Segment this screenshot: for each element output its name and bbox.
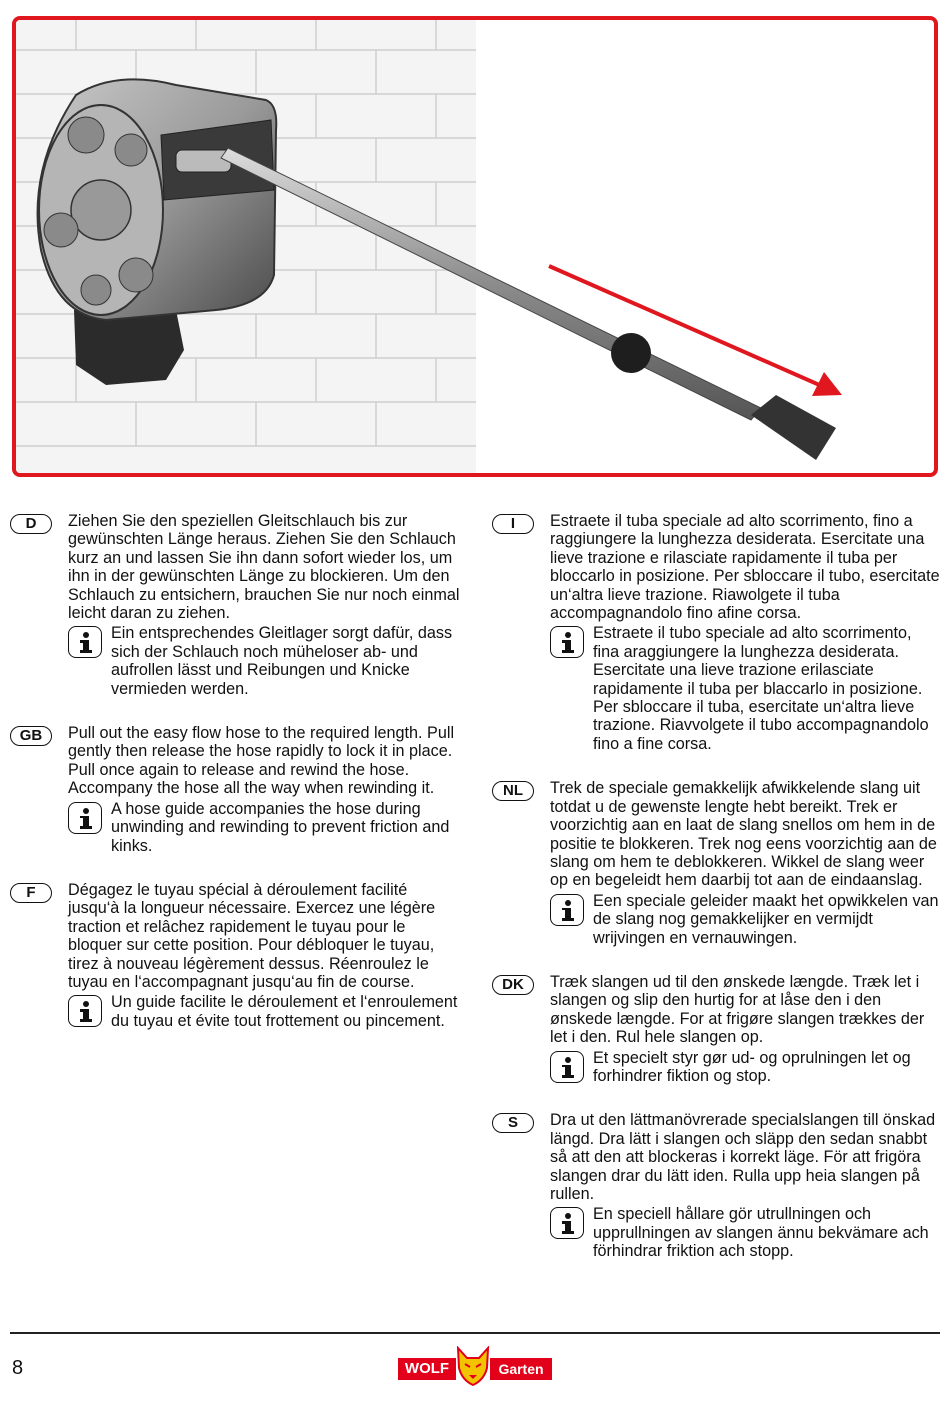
hose-stop-ball <box>611 333 651 373</box>
section-de <box>10 512 460 698</box>
section-text: Dra ut den lättmanövrerade specialslangen till önskad längd. Dra lätt i slangen och släpp den sedan snabbt så att den att blockeras i korrekt läge. För att frigöra slangen drar du lätt iden. Rulla upp heia slangen på rullen. <box>550 1111 936 1203</box>
product-illustration-frame <box>12 16 938 477</box>
section-dk <box>492 973 942 1085</box>
info-text: Een speciale geleider maakt het opwikkelen van de slang nog gemakkelijker en vermijdt wrijvingen en vernauwingen. <box>593 891 939 947</box>
info-note <box>550 892 942 947</box>
info-note <box>550 1205 942 1260</box>
language-badge: NL <box>492 781 534 801</box>
section-gb <box>10 724 460 855</box>
info-icon <box>68 626 102 658</box>
logo-wordmark-left: WOLF <box>398 1358 456 1380</box>
info-text: Ein entsprechendes Gleitlager sorgt dafür, dass sich der Schlauch noch müheloser ab- und aufrollen lässt und Reibungen und Knicke vermieden werden. <box>111 624 453 698</box>
language-badge: GB <box>10 726 52 746</box>
language-badge: F <box>10 883 52 903</box>
left-column <box>10 512 460 1056</box>
section-se <box>492 1111 942 1260</box>
info-text: En speciell hållare gör utrullningen och upprullningen av slangen ännu bekvämare ach förhindrar friktion ach stopp. <box>593 1205 929 1261</box>
info-icon <box>68 995 102 1027</box>
info-icon <box>550 894 584 926</box>
language-badge: S <box>492 1113 534 1133</box>
section-text: Ziehen Sie den speziellen Gleitschlauch bis zur gewünschten Länge heraus. Ziehen Sie den Schlauch kurz an und lassen Sie ihn dann sofort wieder los, um ihn in der gewünschten Länge zu blockieren. Um den Schlauch zu entsichern, brauchen Sie nur noch einmal leicht daran zu ziehen. <box>68 512 460 623</box>
info-icon <box>550 1051 584 1083</box>
section-nl <box>492 779 942 947</box>
info-note <box>68 800 460 855</box>
section-text: Pull out the easy flow hose to the required length. Pull gently then release the hose rapidly to lock it in place. Pull once again to release and rewind the hose. Accompany the hose all the way when rewinding it. <box>68 724 455 798</box>
info-note <box>68 624 460 698</box>
section-text: Trek de speciale gemakkelijk afwikkelende slang uit totdat u de gewenste lengte hebt bereikt. Trek er voorzichtig aan en laat de slang snellos om hem in de positie te blokkeren. Trek nog eens voorzichtig aan de slang om hem te deblokkeren. Wikkel de slang weer op en begeleidt hem daarbij tot aan de eindaanslag. <box>550 779 937 890</box>
section-it <box>492 512 942 753</box>
language-badge: I <box>492 514 534 534</box>
info-icon <box>550 626 584 658</box>
info-text: Un guide facilite le déroulement et l‘enroulement du tuyau et évite tout frottement ou pincement. <box>111 993 458 1030</box>
section-text: Estraete il tuba speciale ad alto scorrimento, fino a raggiungere la lunghezza desiderata. Esercitate una lieve trazione e rilasciate rapidamente il tuba per bloccarlo in posizione. Per sbloccare il tubo, esercitate un‘altra lieve trazione. Riawolgete il tuba accompagnandolo fino afine corsa. <box>550 512 940 623</box>
info-text: Et specielt styr gør ud- og oprulningen let og forhindrer fiktion og stop. <box>593 1048 911 1085</box>
info-text: Estraete il tubo speciale ad alto scorrimento, fina araggiungere la lunghezza desiderata. Esercitate una lieve trazione erilasciate rapidamente il tuba per blaccarlo in posizione. Per sbloccare il tuba, esercitate un‘altra lieve trazione. Riavvolgete il tubo accompagnandolo fino a fine corsa. <box>593 624 929 753</box>
info-note <box>550 1049 942 1086</box>
wall-bracket <box>74 310 184 385</box>
section-text: Dégagez le tuyau spécial à déroulement facilité jusqu‘à la longueur nécessaire. Exercez une légère traction et relâchez rapidement le tuyau pour le bloquer sur cette position. Pour débloquer le tuyau, tirez à nouveau légèrement dessus. Réenroulez le tuyau en l‘accompagnant jusqu‘au fin de course. <box>68 880 436 991</box>
footer-divider <box>10 1332 940 1334</box>
info-icon <box>68 802 102 834</box>
info-text: A hose guide accompanies the hose during unwinding and rewinding to prevent friction and kinks. <box>111 799 450 855</box>
section-fr <box>10 881 460 1030</box>
section-text: Træk slangen ud til den ønskede længde. Træk let i slangen og slip den hurtig for at låse den i den ønskede længde. For at frigøre slangen trækkes der let i den. Rul hele slangen op. <box>550 972 925 1047</box>
logo-wordmark-right: Garten <box>490 1358 552 1380</box>
language-badge: D <box>10 514 52 534</box>
language-badge: DK <box>492 975 534 995</box>
page-number: 8 <box>12 1357 24 1379</box>
info-note <box>550 624 942 753</box>
hose-nozzle <box>751 395 836 460</box>
info-note <box>68 993 460 1030</box>
wolf-head-icon <box>454 1346 492 1386</box>
hose-reel-illustration <box>16 20 934 473</box>
info-icon <box>550 1207 584 1239</box>
right-column <box>492 512 942 1287</box>
wolf-garten-logo <box>398 1346 552 1386</box>
